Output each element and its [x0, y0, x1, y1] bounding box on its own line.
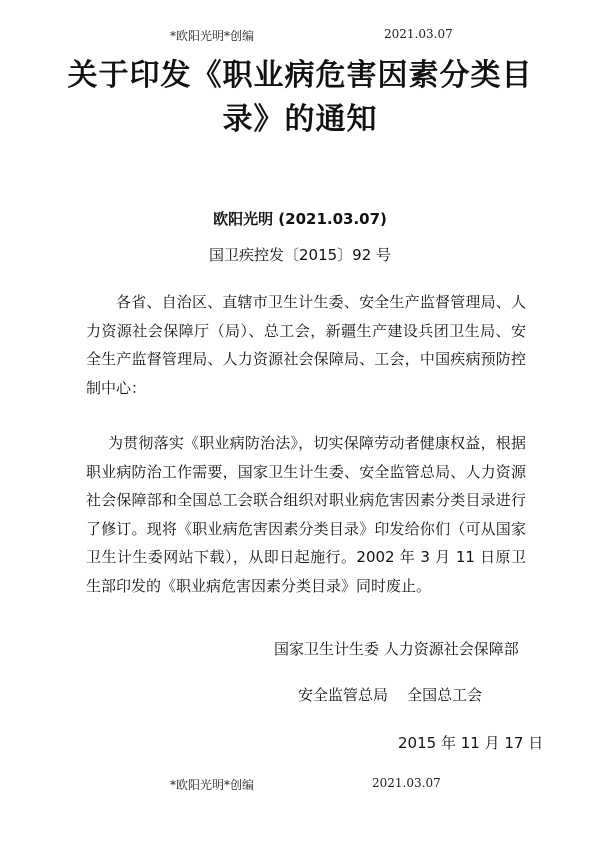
header-date: 2021.03.07 — [384, 27, 453, 41]
recipients-paragraph: 各省、自治区、直辖市卫生计生委、安全生产监督管理局、人力资源社会保障厅（局）、总工会，新疆生产建设兵团卫生局、安全生产监督管理局、人力资源社会保障局、工会，中国疾病预防控制中心： — [86, 293, 526, 397]
footer-author-note: *欧阳光明*创编 — [170, 778, 255, 792]
body-paragraph: 为贯彻落实《职业病防治法》，切实保障劳动者健康权益，根据职业病防治工作需要，国家卫生计生委、安全监管总局、人力资源社会保障部和全国总工会联合组织对职业病危害因素分类目录进行了修订。现将《职业病危害因素分类目录》印发给你们（可从国家卫生计生委网站下载），从即日起施行。2002 年 3 月 11 日原卫生部印发的《职业病危害因素分类目录》同时废止。 — [86, 434, 526, 595]
title-line-2: 录》的通知 — [222, 102, 378, 137]
document-number: 国卫疾控发〔2015〕92 号 — [208, 246, 392, 264]
header-author-note: *欧阳光明*创编 — [170, 29, 255, 43]
title-line-1: 关于印发《职业病危害因素分类目 — [67, 58, 533, 93]
signature-line-1: 国家卫生计生委 人力资源社会保障部 — [274, 640, 519, 658]
byline: 欧阳光明 (2021.03.07) — [213, 210, 387, 228]
footer-date: 2021.03.07 — [372, 776, 441, 790]
signature-line-2: 安全监管总局 全国总工会 — [298, 686, 483, 704]
signature-date: 2015 年 11 月 17 日 — [398, 734, 544, 752]
